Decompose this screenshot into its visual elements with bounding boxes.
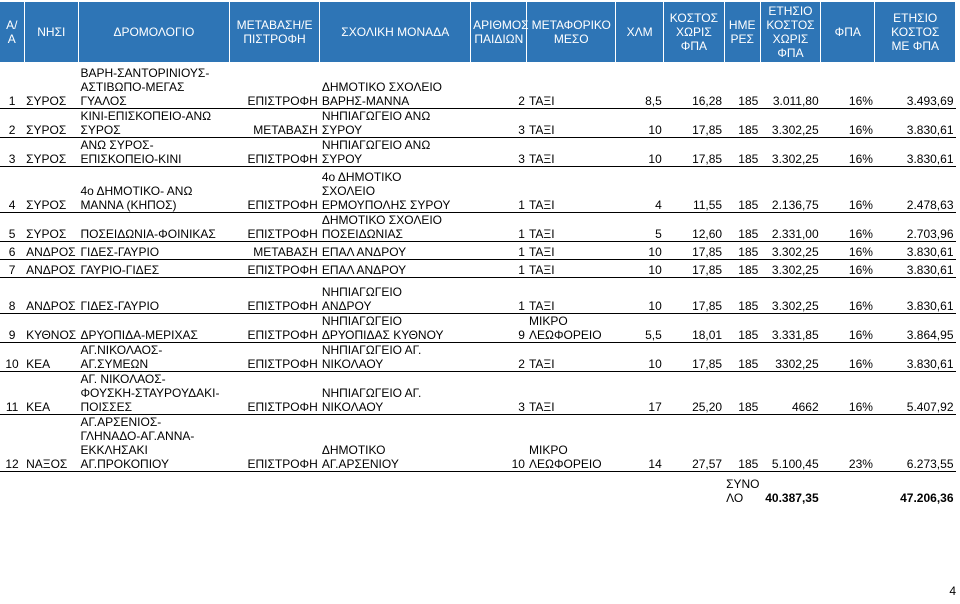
cell-aa: 1 <box>0 62 24 108</box>
cell-vat: 16% <box>821 313 875 342</box>
cell-school: ΝΗΠΙΑΓΩΓΕΙΟ ΑΝΩ ΣΥΡΟΥ <box>320 137 471 166</box>
column-header: ΦΠΑ <box>821 2 875 62</box>
cell-school: ΝΗΠΙΑΓΩΓΕΙΟ ΑΓ. ΝΙΚΟΛΑΟΥ <box>320 342 471 371</box>
cell-kids: 1 <box>471 166 527 212</box>
cell-vehicle: ΜΙΚΡΟ ΛΕΩΦΟΡΕΙΟ <box>527 313 616 342</box>
totals-annual-vat: 47.206,36 <box>900 491 954 505</box>
cell-route: ΑΝΩ ΣΥΡΟΣ- ΕΠΙΣΚΟΠΕΙΟ-ΚΙΝΙ <box>78 137 229 166</box>
cell-island: ΑΝΔΡΟΣ <box>24 241 78 259</box>
table-row <box>0 137 956 166</box>
cell-annual-vat: 3.830,61 <box>875 259 956 277</box>
cell-route: ΠΟΣΕΙΔΩΝΙΑ-ΦΟΙΝΙΚΑΣ <box>78 212 229 241</box>
cell-annual: 2.136,75 <box>760 166 820 212</box>
cell-annual-vat: 6.273,55 <box>875 414 956 471</box>
cell-direction: ΕΠΙΣΤΡΟΦΗ <box>229 277 320 313</box>
cell-annual-vat: 3.830,61 <box>875 342 956 371</box>
cell-cost: 27,57 <box>664 414 724 471</box>
cell-km: 17 <box>615 371 663 414</box>
empty-cell <box>527 471 616 505</box>
cell-vehicle: ΤΑΞΙ <box>527 62 616 108</box>
cell-annual: 3.302,25 <box>760 108 820 137</box>
cell-direction: ΕΠΙΣΤΡΟΦΗ <box>229 259 320 277</box>
cell-route: ΑΓ.ΝΙΚΟΛΑΟΣ- ΑΓ.ΣΥΜΕΩΝ <box>78 342 229 371</box>
table-row <box>0 313 956 342</box>
cell-vat: 16% <box>821 137 875 166</box>
cell-island: ΑΝΔΡΟΣ <box>24 259 78 277</box>
cell-school: ΕΠΑΛ ΑΝΔΡΟΥ <box>320 259 471 277</box>
empty-cell <box>78 471 229 505</box>
cell-annual-vat: 3.830,61 <box>875 241 956 259</box>
cell-direction: ΜΕΤΑΒΑΣΗ <box>229 241 320 259</box>
cell-annual-vat: 3.830,61 <box>875 137 956 166</box>
cell-annual: 3.302,25 <box>760 259 820 277</box>
cell-days: 185 <box>724 342 760 371</box>
cell-vehicle: ΤΑΞΙ <box>527 259 616 277</box>
cell-days: 185 <box>724 259 760 277</box>
cell-direction: ΕΠΙΣΤΡΟΦΗ <box>229 62 320 108</box>
cell-school: ΝΗΠΙΑΓΩΓΕΙΟ ΑΝΔΡΟΥ <box>320 277 471 313</box>
cell-days: 185 <box>724 137 760 166</box>
cell-days: 185 <box>724 371 760 414</box>
cell-aa: 7 <box>0 259 24 277</box>
empty-cell <box>229 471 320 505</box>
cell-kids: 10 <box>471 414 527 471</box>
cell-aa: 6 <box>0 241 24 259</box>
cell-kids: 1 <box>471 259 527 277</box>
cell-island: ΝΑΞΟΣ <box>24 414 78 471</box>
cell-kids: 1 <box>471 277 527 313</box>
cell-route: ΑΓ.ΑΡΣΕΝΙΟΣ- ΓΛΗΝΑΔΟ-ΑΓ.ΑΝΝΑ- ΕΚΚΛΗΣΑΚΙ ΑΓ.ΠΡΟΚΟΠΙΟΥ <box>78 414 229 471</box>
cell-vat: 16% <box>821 108 875 137</box>
cell-cost: 17,85 <box>664 137 724 166</box>
cell-km: 10 <box>615 137 663 166</box>
cell-km: 5 <box>615 212 663 241</box>
cell-direction: ΕΠΙΣΤΡΟΦΗ <box>229 342 320 371</box>
cell-route: ΓΙΔΕΣ-ΓΑΥΡΙΟ <box>78 241 229 259</box>
cell-cost: 17,85 <box>664 277 724 313</box>
cell-cost: 17,85 <box>664 108 724 137</box>
cell-island: ΚΕΑ <box>24 342 78 371</box>
cell-direction: ΕΠΙΣΤΡΟΦΗ <box>229 137 320 166</box>
cell-cost: 17,85 <box>664 342 724 371</box>
empty-cell <box>0 471 24 505</box>
cell-annual-vat: 2.478,63 <box>875 166 956 212</box>
cell-school: ΔΗΜΟΤΙΚΟ ΑΓ.ΑΡΣΕΝΙΟΥ <box>320 414 471 471</box>
cell-kids: 2 <box>471 342 527 371</box>
cell-island: ΚΥΘΝΟΣ <box>24 313 78 342</box>
cell-island: ΣΥΡΟΣ <box>24 62 78 108</box>
cell-annual-vat: 3.830,61 <box>875 108 956 137</box>
table-row <box>0 62 956 108</box>
cell-vat: 16% <box>821 277 875 313</box>
cell-vehicle: ΤΑΞΙ <box>527 108 616 137</box>
cell-island: ΣΥΡΟΣ <box>24 137 78 166</box>
cell-vat: 16% <box>821 259 875 277</box>
cell-route: 4ο ΔΗΜΟΤΙΚΟ- ΑΝΩ ΜΑΝΝΑ (ΚΗΠΟΣ) <box>78 166 229 212</box>
cell-aa: 10 <box>0 342 24 371</box>
cell-vehicle: ΤΑΞΙ <box>527 277 616 313</box>
table-row <box>0 166 956 212</box>
cell-route: ΓΙΔΕΣ-ΓΑΥΡΙΟ <box>78 277 229 313</box>
cell-aa: 3 <box>0 137 24 166</box>
cell-direction: ΜΕΤΑΒΑΣΗ <box>229 108 320 137</box>
cell-island: ΑΝΔΡΟΣ <box>24 277 78 313</box>
cell-annual: 5.100,45 <box>760 414 820 471</box>
cell-annual: 3.302,25 <box>760 277 820 313</box>
cell-annual: 3.331,85 <box>760 313 820 342</box>
cell-vat: 16% <box>821 62 875 108</box>
column-header: Α/ Α <box>0 2 24 62</box>
column-header: ΗΜΕ ΡΕΣ <box>724 2 760 62</box>
cell-days: 185 <box>724 212 760 241</box>
cell-vat: 16% <box>821 212 875 241</box>
cell-days: 185 <box>724 62 760 108</box>
cell-annual: 2.331,00 <box>760 212 820 241</box>
empty-cell <box>615 471 663 505</box>
cell-cost: 18,01 <box>664 313 724 342</box>
cell-cost: 25,20 <box>664 371 724 414</box>
cell-direction: ΕΠΙΣΤΡΟΦΗ <box>229 414 320 471</box>
table-row <box>0 371 956 414</box>
empty-cell <box>320 471 471 505</box>
table-row <box>0 259 956 277</box>
cell-school: ΔΗΜΟΤΙΚΟ ΣΧΟΛΕΙΟ ΒΑΡΗΣ-ΜΑΝΝΑ <box>320 62 471 108</box>
cell-island: ΚΕΑ <box>24 371 78 414</box>
header-row <box>0 2 956 62</box>
column-header: ΔΡΟΜΟΛΟΓΙΟ <box>78 2 229 62</box>
cell-cost: 17,85 <box>664 241 724 259</box>
cell-kids: 3 <box>471 137 527 166</box>
empty-cell <box>664 471 724 505</box>
cell-vehicle: ΤΑΞΙ <box>527 212 616 241</box>
column-header: ΑΡΙΘΜΟΣ ΠΑΙΔΙΩΝ <box>471 2 527 62</box>
cell-days: 185 <box>724 241 760 259</box>
cell-km: 14 <box>615 414 663 471</box>
cell-island: ΣΥΡΟΣ <box>24 166 78 212</box>
cell-vehicle: ΤΑΞΙ <box>527 166 616 212</box>
cell-vehicle: ΤΑΞΙ <box>527 137 616 166</box>
cell-kids: 1 <box>471 212 527 241</box>
cell-km: 4 <box>615 166 663 212</box>
cell-kids: 1 <box>471 241 527 259</box>
empty-cell <box>24 471 78 505</box>
cell-annual: 4662 <box>760 371 820 414</box>
totals-annual: 40.387,35 <box>765 491 819 505</box>
cell-aa: 12 <box>0 414 24 471</box>
cell-aa: 5 <box>0 212 24 241</box>
cell-route: ΚΙΝΙ-ΕΠΙΣΚΟΠΕΙΟ-ΑΝΩ ΣΥΡΟΣ <box>78 108 229 137</box>
column-header: ΝΗΣΙ <box>24 2 78 62</box>
cell-route: ΔΡΥΟΠΙΔΑ-ΜΕΡΙΧΑΣ <box>78 313 229 342</box>
cell-annual-vat: 5.407,92 <box>875 371 956 414</box>
column-header: ΕΤΗΣΙΟ ΚΟΣΤΟΣ ΧΩΡΙΣ ΦΠΑ <box>760 2 820 62</box>
cell-vat: 23% <box>821 414 875 471</box>
cell-school: ΝΗΠΙΑΓΩΓΕΙΟ ΔΡΥΟΠΙΔΑΣ ΚΥΘΝΟΥ <box>320 313 471 342</box>
table-row <box>0 277 956 313</box>
cell-direction: ΕΠΙΣΤΡΟΦΗ <box>229 313 320 342</box>
page-number: 4 <box>949 584 956 598</box>
totals-label: ΣΥΝΟ ΛΟ <box>726 477 760 505</box>
column-header: ΧΛΜ <box>615 2 663 62</box>
cell-days: 185 <box>724 277 760 313</box>
cell-days: 185 <box>724 414 760 471</box>
empty-cell <box>471 471 527 505</box>
table-row <box>0 241 956 259</box>
cell-aa: 11 <box>0 371 24 414</box>
cell-island: ΣΥΡΟΣ <box>24 212 78 241</box>
cell-aa: 2 <box>0 108 24 137</box>
cell-kids: 2 <box>471 62 527 108</box>
cell-cost: 12,60 <box>664 212 724 241</box>
cell-island: ΣΥΡΟΣ <box>24 108 78 137</box>
column-header: ΣΧΟΛΙΚΗ ΜΟΝΑΔΑ <box>320 2 471 62</box>
cell-annual: 3.011,80 <box>760 62 820 108</box>
cell-vat: 16% <box>821 166 875 212</box>
cell-school: 4ο ΔΗΜΟΤΙΚΟ ΣΧΟΛΕΙΟ ΕΡΜΟΥΠΟΛΗΣ ΣΥΡΟΥ <box>320 166 471 212</box>
cell-vehicle: ΤΑΞΙ <box>527 371 616 414</box>
table-row <box>0 212 956 241</box>
table-row <box>0 342 956 371</box>
cell-route: ΑΓ. ΝΙΚΟΛΑΟΣ- ΦΟΥΣΚΗ-ΣΤΑΥΡΟΥΔΑΚΙ- ΠΟΙΣΣΕΣ <box>78 371 229 414</box>
cell-annual-vat: 2.703,96 <box>875 212 956 241</box>
cell-vehicle: ΤΑΞΙ <box>527 342 616 371</box>
table-row <box>0 414 956 471</box>
cell-km: 10 <box>615 342 663 371</box>
column-header: ΕΤΗΣΙΟ ΚΟΣΤΟΣ ΜΕ ΦΠΑ <box>875 2 956 62</box>
column-header: ΚΟΣΤΟΣ ΧΩΡΙΣ ΦΠΑ <box>664 2 724 62</box>
cell-km: 10 <box>615 277 663 313</box>
column-header: ΜΕΤΑΒΑΣΗ/Ε ΠΙΣΤΡΟΦΗ <box>229 2 320 62</box>
table-row <box>0 108 956 137</box>
cell-direction: ΕΠΙΣΤΡΟΦΗ <box>229 212 320 241</box>
cell-school: ΕΠΑΛ ΑΝΔΡΟΥ <box>320 241 471 259</box>
cell-route: ΒΑΡΗ-ΣΑΝΤΟΡΙΝΙΟΥΣ- ΑΣΤΙΒΩΠΟ-ΜΕΓΑΣ ΓΥΑΛΟΣ <box>78 62 229 108</box>
cell-school: ΝΗΠΙΑΓΩΓΕΙΟ ΑΓ. ΝΙΚΟΛΑΟΥ <box>320 371 471 414</box>
cell-school: ΝΗΠΙΑΓΩΓΕΙΟ ΑΝΩ ΣΥΡΟΥ <box>320 108 471 137</box>
cell-school: ΔΗΜΟΤΙΚΟ ΣΧΟΛΕΙΟ ΠΟΣΕΙΔΩΝΙΑΣ <box>320 212 471 241</box>
empty-cell <box>821 471 875 505</box>
cell-annual-vat: 3.864,95 <box>875 313 956 342</box>
cell-kids: 3 <box>471 371 527 414</box>
cell-vat: 16% <box>821 241 875 259</box>
cell-days: 185 <box>724 108 760 137</box>
totals-row <box>0 471 956 505</box>
cell-annual: 3.302,25 <box>760 241 820 259</box>
cell-km: 10 <box>615 259 663 277</box>
transport-table <box>0 2 956 505</box>
cell-cost: 16,28 <box>664 62 724 108</box>
cell-aa: 8 <box>0 277 24 313</box>
cell-route: ΓΑΥΡΙΟ-ΓΙΔΕΣ <box>78 259 229 277</box>
table-body <box>0 62 956 505</box>
cell-cost: 11,55 <box>664 166 724 212</box>
column-header: ΜΕΤΑΦΟΡΙΚΟ ΜΕΣΟ <box>527 2 616 62</box>
cell-direction: ΕΠΙΣΤΡΟΦΗ <box>229 166 320 212</box>
cell-direction: ΕΠΙΣΤΡΟΦΗ <box>229 371 320 414</box>
cell-annual: 3.302,25 <box>760 137 820 166</box>
cell-aa: 9 <box>0 313 24 342</box>
cell-km: 10 <box>615 241 663 259</box>
cell-days: 185 <box>724 166 760 212</box>
cell-km: 8,5 <box>615 62 663 108</box>
cell-cost: 17,85 <box>664 259 724 277</box>
cell-annual-vat: 3.830,61 <box>875 277 956 313</box>
cell-km: 10 <box>615 108 663 137</box>
cell-vat: 16% <box>821 342 875 371</box>
cell-vehicle: ΜΙΚΡΟ ΛΕΩΦΟΡΕΙΟ <box>527 414 616 471</box>
cell-aa: 4 <box>0 166 24 212</box>
cell-vehicle: ΤΑΞΙ <box>527 241 616 259</box>
cell-km: 5,5 <box>615 313 663 342</box>
cell-kids: 3 <box>471 108 527 137</box>
cell-vat: 16% <box>821 371 875 414</box>
cell-annual-vat: 3.493,69 <box>875 62 956 108</box>
cell-days: 185 <box>724 313 760 342</box>
cell-kids: 9 <box>471 313 527 342</box>
cell-annual: 3302,25 <box>760 342 820 371</box>
